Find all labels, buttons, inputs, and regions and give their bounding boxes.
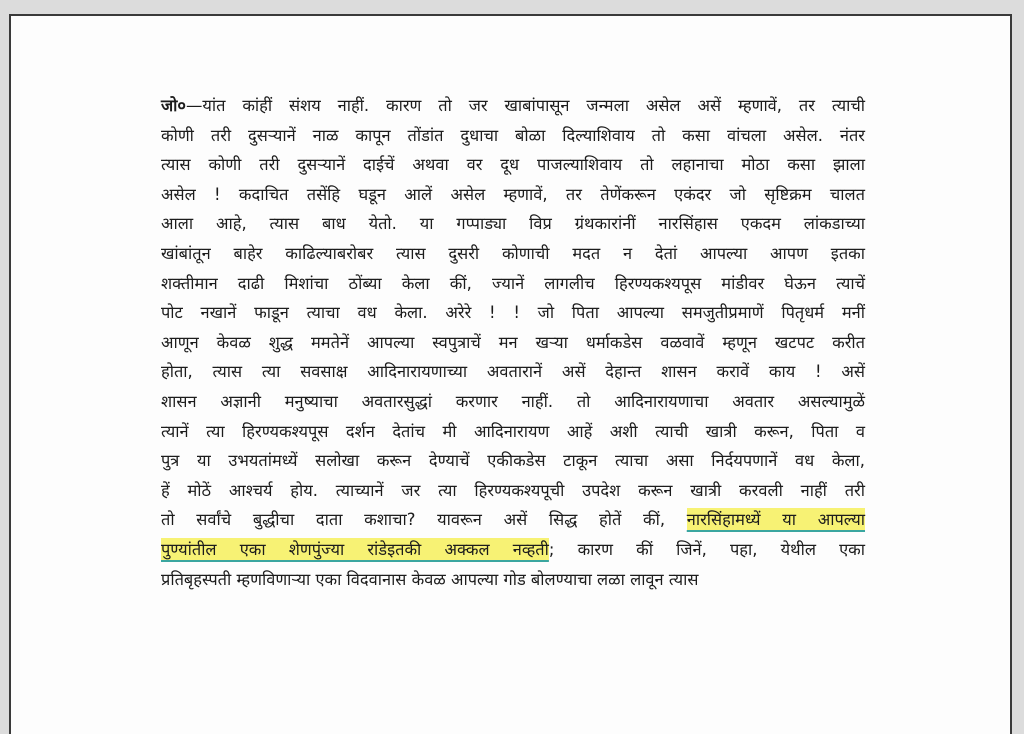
highlighted-text-part-1: नारसिंहामध्यें या आपल्या <box>686 510 866 530</box>
text-line-2: कोणी तरी दुसऱ्यानें नाळ कापून तोंडांत दुधाचा बोळा दिल्याशिवाय तो कसा वांचला असेल. नंतर <box>161 125 865 145</box>
text-line-15-start: तो सर्वांचे बुद्धीचा दाता कशाचा? यावरून असें सिद्ध होतें कीं, <box>161 510 687 530</box>
text-line-10: होता, त्यास त्या सवसाक्ष आदिनारायणाच्या अवतारानें असें देहान्त शासन करावें काय ! असें <box>161 362 865 382</box>
text-line-4: असेल ! कदाचित तसेंहि घडून आलें असेल म्हणावें, तर तेणेंकरून एकंदर जो सृष्टिक्रम चालत <box>161 184 865 204</box>
text-line-12: त्यानें त्या हिरण्यकश्यपूस दर्शन देतांच मी आदिनारायण आहें अशी त्याची खात्री करून, पिता व <box>161 421 865 441</box>
document-body <box>161 91 865 594</box>
text-line-1 <box>161 91 865 121</box>
text-line-13: पुत्र या उभयतांमध्यें सलोखा करून देण्याचें एकीकडेस टाकून त्याचा असा निर्दयपणानें वध केला, <box>161 451 865 471</box>
text-line-8: पोट नखानें फाडून त्याचा वध केला. अरेरे ! ! जो पिता आपल्या समजुतीप्रमाणें पितृधर्म मनीं <box>161 303 865 323</box>
text-line-5: आला आहे, त्यास बाध येतो. या गप्पाड्या विप्र ग्रंथकारांनीं नारसिंहास एकदम लांकडाच्या <box>161 214 865 234</box>
text-line-15 <box>161 505 865 535</box>
text-line-11: शासन अज्ञानी मनुष्याचा अवतारसुद्धां करणार नाहीं. तो आदिनारायणाचा अवतार असल्यामुळें <box>161 391 865 411</box>
document-page <box>9 14 1012 734</box>
text-line-3: त्यास कोणी तरी दुसऱ्यानें दाईचें अथवा वर दूध पाजल्याशिवाय तो लहानाचा मोठा कसा झाला <box>161 155 865 175</box>
text-line-7: शक्तीमान दाढी मिशांचा ठोंब्या केला कीं, ज्यानें लागलीच हिरण्यकश्यपूस मांडीवर घेऊन त्याचें <box>161 273 865 293</box>
text-line-6: खांबांतून बाहेर काढिल्याबरोबर त्यास दुसरी कोणाची मदत न देतां आपल्या आपण इतका <box>161 243 865 263</box>
highlighted-text-part-2: पुण्यांतील एका शेणपुंज्या रांडेइतकी अक्कल नव्हती <box>161 539 549 559</box>
text-line-16-end: ; कारण कीं जिनें, पहा, येथील एका <box>548 539 865 559</box>
text-line-9: आणून केवळ शुद्ध ममतेनें आपल्या स्वपुत्राचें मन खऱ्या धर्माकडेस वळवावें म्हणून खटपट करीत <box>161 332 865 352</box>
text-line-17: प्रतिबृहस्पती म्हणविणाऱ्या एका विदवानास केवळ आपल्या गोड बोलण्याचा लळा लावून त्यास <box>161 569 699 589</box>
text-line-14: हें मोठें आश्चर्य होय. त्याच्यानें जर त्या हिरण्यकश्यपूची उपदेश करून खात्री करवली नाहीं तरी <box>161 480 865 500</box>
text-line-1-content: —यांत कांहीं संशय नाहीं. कारण तो जर खाबांपासून जन्मला असेल असें म्हणावें, तर त्याची <box>185 96 865 115</box>
speaker-label: जो० <box>161 96 186 115</box>
text-line-16 <box>161 535 865 565</box>
